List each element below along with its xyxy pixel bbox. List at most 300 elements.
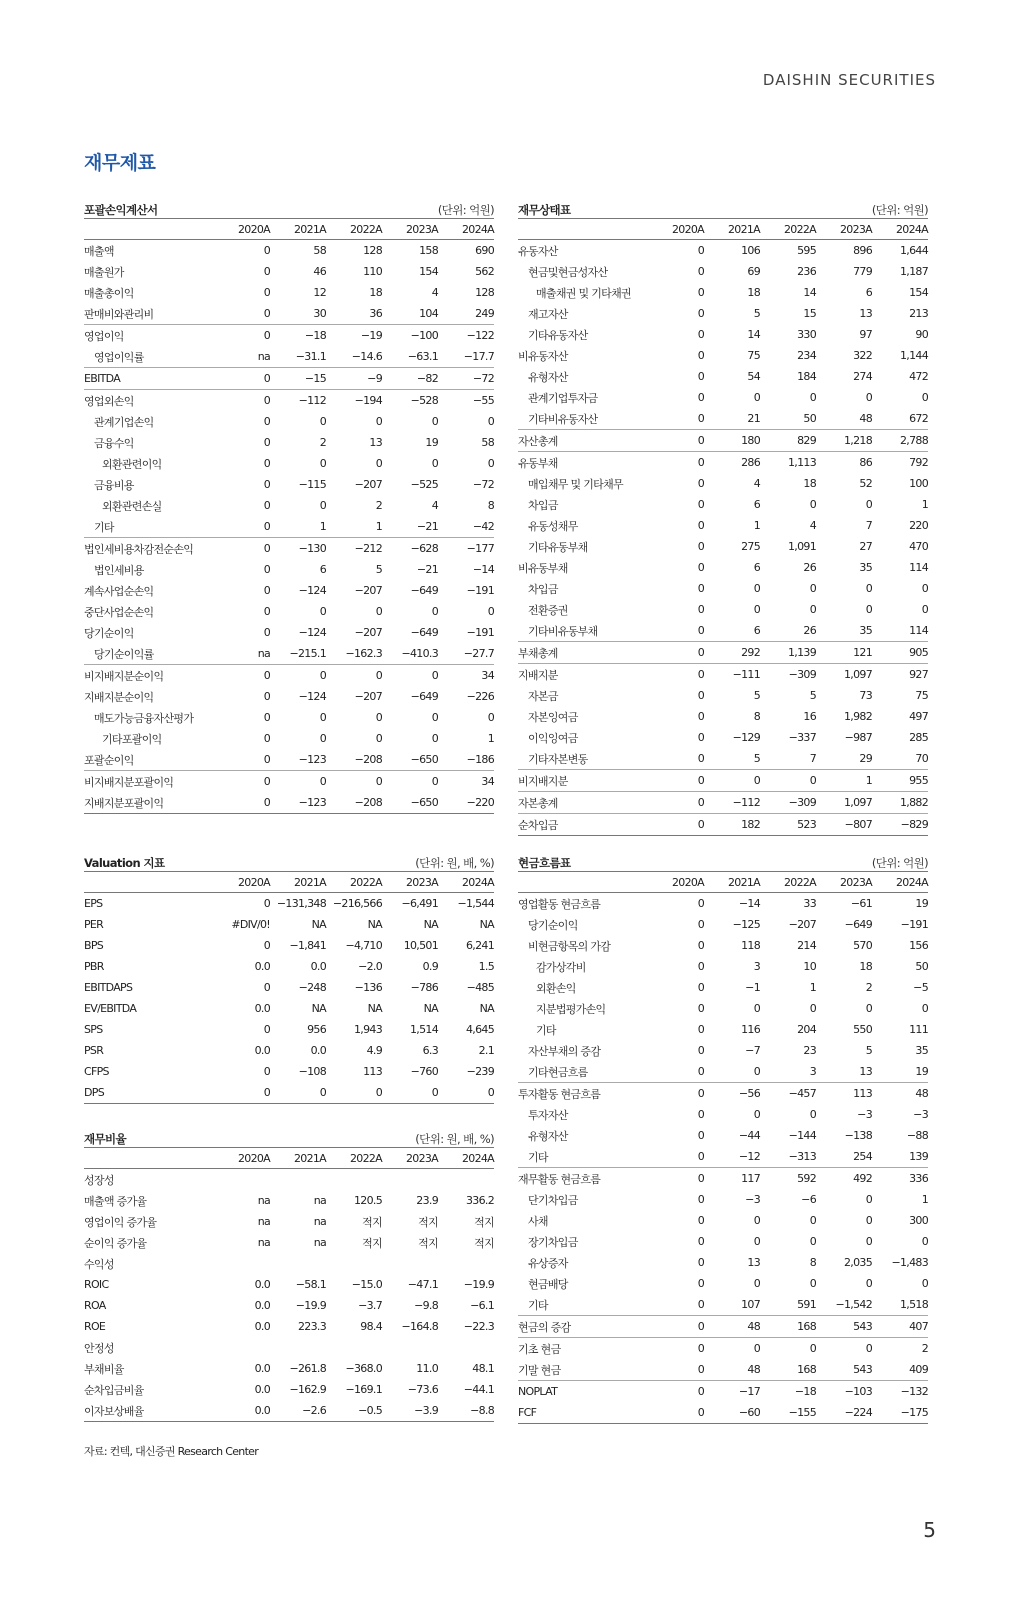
table-row (518, 914, 928, 935)
table-row (518, 261, 928, 282)
page-title: 재무제표 (84, 152, 156, 174)
cell-value: 1 (375, 520, 382, 533)
row-label: 매출총이익 (84, 286, 134, 300)
cell-value: 0 (263, 286, 270, 299)
cell-value: −261.8 (289, 1362, 326, 1375)
row-label: 부채총계 (518, 646, 558, 660)
table-row (84, 1061, 494, 1082)
row-label: NOPLAT (518, 1385, 558, 1398)
year-header: 2022A (783, 875, 816, 889)
cell-value: 0 (921, 603, 928, 616)
cell-value: 336.2 (466, 1194, 494, 1207)
cell-value: 1 (487, 732, 494, 745)
row-label: EBITDAPS (84, 981, 133, 994)
cell-value: na (257, 647, 270, 660)
cell-value: 0 (697, 265, 704, 278)
cell-value: −162.9 (289, 1383, 326, 1396)
cell-value: 154 (419, 265, 438, 278)
cell-value: 118 (741, 939, 760, 952)
table-row (518, 451, 928, 473)
cell-value: −368.0 (345, 1362, 382, 1375)
cell-value: 4.9 (366, 1044, 382, 1057)
cell-value: 0 (697, 370, 704, 383)
cell-value: 0 (697, 1385, 704, 1398)
cell-value: −175 (900, 1406, 928, 1419)
cell-value: 0 (697, 1087, 704, 1100)
row-label: 자본잉여금 (528, 710, 578, 724)
cell-value: −123 (298, 796, 326, 809)
cell-value: 0 (697, 1214, 704, 1227)
cell-value: 48 (747, 1320, 760, 1333)
row-label: ROIC (84, 1278, 109, 1291)
cell-value: −650 (410, 753, 438, 766)
cell-value: −6,491 (401, 897, 438, 910)
cell-value: 0 (809, 1002, 816, 1015)
cell-value: −649 (410, 584, 438, 597)
cell-value: 927 (909, 668, 928, 681)
row-label: 유동자산 (518, 244, 558, 258)
table-row (518, 1252, 928, 1273)
cell-value: 0 (487, 711, 494, 724)
cell-value: 0 (319, 775, 326, 788)
cell-value: 497 (909, 710, 928, 723)
row-label: 관계기업투자금 (528, 391, 598, 405)
cell-value: 0 (865, 498, 872, 511)
row-label: FCF (518, 1406, 537, 1419)
row-label: 기타 (528, 1298, 548, 1312)
row-label: 기초 현금 (518, 1342, 561, 1356)
cell-value: 128 (363, 244, 382, 257)
year-header: 2023A (839, 875, 872, 889)
cell-value: 0 (753, 1065, 760, 1078)
cell-value: 1,187 (900, 265, 928, 278)
row-label: 기타자본변동 (528, 752, 588, 766)
cell-value: 0 (263, 372, 270, 385)
cell-value: 2,788 (900, 434, 928, 447)
cell-value: 156 (909, 939, 928, 952)
cell-value: 0 (697, 1298, 704, 1311)
cell-value: −9 (367, 372, 382, 385)
table-row (84, 389, 494, 411)
cell-value: 570 (853, 939, 872, 952)
cell-value: 1,139 (788, 646, 816, 659)
cell-value: 0 (697, 244, 704, 257)
cell-value: 1,943 (354, 1023, 382, 1036)
cell-value: 27 (859, 540, 872, 553)
cell-value: 4 (753, 477, 760, 490)
cell-value: 0.0 (310, 960, 326, 973)
cell-value: NA (479, 918, 494, 931)
row-label: 자산부채의 증감 (528, 1044, 601, 1058)
cell-value: −8.8 (470, 1404, 494, 1417)
row-label: 기타비유동자산 (528, 412, 598, 426)
cell-value: 154 (909, 286, 928, 299)
year-header: 2022A (349, 875, 382, 889)
cell-value: na (257, 1215, 270, 1228)
cell-value: 0 (921, 582, 928, 595)
cell-value: 1,218 (844, 434, 872, 447)
year-header: 2021A (293, 1151, 326, 1165)
cell-value: 18 (803, 477, 816, 490)
cell-value: 0.0 (254, 1299, 270, 1312)
table-row (518, 1273, 928, 1294)
cell-value: 6 (753, 624, 760, 637)
row-label: 당기순이익 (528, 918, 578, 932)
cell-value: −72 (472, 372, 494, 385)
cell-value: 114 (909, 624, 928, 637)
cell-value: NA (367, 918, 382, 931)
year-header: 2024A (461, 222, 494, 236)
cell-value: 4,645 (466, 1023, 494, 1036)
row-label: 비유동부채 (518, 561, 568, 575)
cell-value: 0 (809, 774, 816, 787)
cell-value: 0 (697, 1235, 704, 1248)
table-header (84, 872, 494, 893)
cell-value: −124 (298, 690, 326, 703)
cell-value: 120.5 (354, 1194, 382, 1207)
table-row (84, 516, 494, 537)
cell-value: −155 (788, 1406, 816, 1419)
cell-value: 543 (853, 1363, 872, 1376)
table-title: Valuation 지표 (84, 856, 165, 870)
table-row (84, 324, 494, 346)
cell-value: 104 (419, 307, 438, 320)
cell-value: −6 (801, 1193, 816, 1206)
cell-value: 0 (697, 1023, 704, 1036)
cell-value: 254 (853, 1150, 872, 1163)
cell-value: 2,035 (844, 1256, 872, 1269)
table-row (518, 1315, 928, 1337)
cell-value: 322 (853, 349, 872, 362)
year-header: 2024A (461, 875, 494, 889)
row-label: 투자자산 (528, 1108, 568, 1122)
table-row (84, 664, 494, 686)
row-label: 단기차입금 (528, 1193, 578, 1207)
year-header: 2023A (405, 1151, 438, 1165)
cell-value: 26 (803, 624, 816, 637)
table-row (518, 1189, 928, 1210)
cell-value: 0 (697, 307, 704, 320)
cell-value: −220 (466, 796, 494, 809)
cell-value: 0 (697, 540, 704, 553)
cell-value: 236 (797, 265, 816, 278)
row-label: 부채비율 (84, 1362, 124, 1376)
cell-value: −191 (900, 918, 928, 931)
cell-value: 1.5 (478, 960, 494, 973)
cell-value: 0 (865, 1214, 872, 1227)
cell-value: 0 (697, 646, 704, 659)
cell-value: −649 (844, 918, 872, 931)
cell-value: 5 (865, 1044, 872, 1057)
table-row (84, 367, 494, 389)
table-row (84, 643, 494, 664)
table-row (518, 998, 928, 1019)
cell-value: −207 (354, 690, 382, 703)
cell-value: 적지 (474, 1215, 494, 1229)
table-unit: (단위: 원, 배, %) (415, 1132, 494, 1146)
year-header: 2021A (293, 222, 326, 236)
table-row (518, 748, 928, 769)
cell-value: −9.8 (414, 1299, 438, 1312)
row-label: 매입채무 및 기타채무 (528, 477, 623, 491)
row-label: ROE (84, 1320, 106, 1333)
cell-value: 0 (697, 774, 704, 787)
cell-value: −1,841 (289, 939, 326, 952)
row-label: 법인세비용 (94, 563, 144, 577)
balance-sheet-table (518, 196, 928, 836)
cell-value: 0 (697, 1193, 704, 1206)
cell-value: 0 (697, 1320, 704, 1333)
cell-value: −47.1 (407, 1278, 438, 1291)
cell-value: 523 (797, 818, 816, 831)
table-row (84, 1232, 494, 1253)
cell-value: −239 (466, 1065, 494, 1078)
row-label: EV/EBITDA (84, 1002, 137, 1015)
cell-value: −138 (844, 1129, 872, 1142)
cell-value: 0 (697, 796, 704, 809)
cell-value: 50 (915, 960, 928, 973)
table-header (84, 219, 494, 240)
cell-value: 0 (375, 732, 382, 745)
cell-value: 0 (319, 669, 326, 682)
cell-value: na (257, 1194, 270, 1207)
cell-value: 249 (475, 307, 494, 320)
cell-value: 73 (859, 689, 872, 702)
cell-value: 16 (803, 710, 816, 723)
cell-value: 1,097 (844, 796, 872, 809)
cell-value: −649 (410, 690, 438, 703)
row-label: 차입금 (528, 498, 558, 512)
row-label: 성장성 (84, 1173, 114, 1187)
cell-value: NA (311, 1002, 326, 1015)
cell-value: 0 (263, 457, 270, 470)
cell-value: 98.4 (360, 1320, 382, 1333)
cell-value: 0.0 (254, 1404, 270, 1417)
row-label: 안정성 (84, 1341, 114, 1355)
cell-value: 0 (697, 498, 704, 511)
cell-value: 0 (319, 415, 326, 428)
table-row (84, 893, 494, 914)
row-label: 영업외손익 (84, 394, 134, 408)
row-label: 금융비용 (94, 478, 134, 492)
cell-value: 5 (809, 689, 816, 702)
table-row (518, 473, 928, 494)
cell-value: 591 (797, 1298, 816, 1311)
cell-value: 0 (697, 456, 704, 469)
cell-value: 19 (425, 436, 438, 449)
table-header (518, 872, 928, 893)
cell-value: 0 (375, 1086, 382, 1099)
cell-value: 0 (697, 1150, 704, 1163)
cell-value: −56 (738, 1087, 760, 1100)
cell-value: −14.6 (351, 350, 382, 363)
cell-value: 0 (753, 774, 760, 787)
row-label: 기타유동자산 (528, 328, 588, 342)
cell-value: NA (311, 918, 326, 931)
cell-value: −1,483 (891, 1256, 928, 1269)
table-row (518, 557, 928, 578)
row-label: CFPS (84, 1065, 109, 1078)
row-label: SPS (84, 1023, 103, 1036)
cell-value: −4,710 (345, 939, 382, 952)
table-row (84, 1274, 494, 1295)
table-row (518, 663, 928, 685)
cell-value: −14 (738, 897, 760, 910)
cell-value: −829 (900, 818, 928, 831)
cell-value: 214 (797, 939, 816, 952)
cell-value: −177 (466, 542, 494, 555)
year-header: 2023A (405, 222, 438, 236)
cell-value: 0 (319, 457, 326, 470)
cell-value: 75 (915, 689, 928, 702)
cell-value: 0 (753, 1235, 760, 1248)
cell-value: −337 (788, 731, 816, 744)
cell-value: −15.0 (351, 1278, 382, 1291)
row-label: 투자활동 현금흐름 (518, 1087, 601, 1101)
cell-value: 0 (263, 520, 270, 533)
cell-value: 0 (809, 498, 816, 511)
cell-value: 180 (741, 434, 760, 447)
cell-value: 5 (753, 752, 760, 765)
cell-value: 113 (363, 1065, 382, 1078)
cell-value: −208 (354, 753, 382, 766)
cell-value: 1,097 (844, 668, 872, 681)
cell-value: 1,882 (900, 796, 928, 809)
cell-value: −3.9 (414, 1404, 438, 1417)
cell-value: 6.3 (422, 1044, 438, 1057)
cell-value: −186 (466, 753, 494, 766)
cell-value: −21 (416, 520, 438, 533)
cell-value: 0 (431, 732, 438, 745)
cell-value: 0 (263, 1023, 270, 1036)
table-body (518, 893, 928, 1424)
table-row (84, 303, 494, 324)
cell-value: −60 (738, 1406, 760, 1419)
row-label: 기말 현금 (518, 1363, 561, 1377)
cell-value: 33 (803, 897, 816, 910)
cell-value: 956 (307, 1023, 326, 1036)
cell-value: 0 (753, 391, 760, 404)
cell-value: 905 (909, 646, 928, 659)
row-label: 외환관련손실 (102, 499, 162, 513)
table-header (518, 219, 928, 240)
table-row (84, 474, 494, 495)
cell-value: 0 (697, 582, 704, 595)
cell-value: 36 (369, 307, 382, 320)
table-row (518, 366, 928, 387)
cell-value: 672 (909, 412, 928, 425)
row-label: 장기차입금 (528, 1235, 578, 1249)
row-label: 중단사업순손익 (84, 605, 154, 619)
cell-value: 0 (263, 244, 270, 257)
table-title: 재무상태표 (518, 203, 571, 217)
table-row (518, 1125, 928, 1146)
row-label: 기타유동부채 (528, 540, 588, 554)
cell-value: 0 (263, 981, 270, 994)
cell-value: 1,644 (900, 244, 928, 257)
cell-value: −1,542 (835, 1298, 872, 1311)
cell-value: 128 (475, 286, 494, 299)
cell-value: −212 (354, 542, 382, 555)
cell-value: −115 (298, 478, 326, 491)
table-row (518, 1294, 928, 1315)
table-row (84, 749, 494, 770)
cell-value: 0 (375, 605, 382, 618)
table-body (84, 240, 494, 814)
table-row (518, 578, 928, 599)
cell-value: 0 (753, 582, 760, 595)
cell-value: 0 (263, 939, 270, 952)
cell-value: −17.7 (463, 350, 494, 363)
cell-value: 6 (753, 561, 760, 574)
row-label: 재무활동 현금흐름 (518, 1172, 601, 1186)
cell-value: 0 (697, 412, 704, 425)
cell-value: −191 (466, 626, 494, 639)
table-row (84, 411, 494, 432)
cell-value: 0 (697, 752, 704, 765)
source-note: 자료: 컨텍, 대신증권 Research Center (84, 1445, 259, 1458)
row-label: 비지배지분 (518, 774, 568, 788)
cell-value: −224 (844, 1406, 872, 1419)
cell-value: 2.1 (478, 1044, 494, 1057)
year-header: 2021A (293, 875, 326, 889)
cell-value: 0 (263, 563, 270, 576)
table-title: 재무비율 (84, 1132, 127, 1146)
table-row (518, 1146, 928, 1167)
cell-value: 100 (909, 477, 928, 490)
table-row (518, 706, 928, 727)
table-row (518, 1167, 928, 1189)
row-label: 자산총계 (518, 434, 558, 448)
row-label: 매출원가 (84, 265, 124, 279)
cell-value: 0 (263, 1065, 270, 1078)
table-row (84, 728, 494, 749)
cell-value: 97 (859, 328, 872, 341)
cell-value: 1,091 (788, 540, 816, 553)
cell-value: −130 (298, 542, 326, 555)
table-title: 현금흐름표 (518, 856, 571, 870)
table-row (518, 429, 928, 451)
table-row (84, 935, 494, 956)
cell-value: 0 (865, 391, 872, 404)
cell-value: 적지 (418, 1236, 438, 1250)
cell-value: 0 (697, 1044, 704, 1057)
cell-value: 110 (363, 265, 382, 278)
cell-value: 0 (697, 710, 704, 723)
cell-value: −42 (472, 520, 494, 533)
cell-value: 0 (319, 732, 326, 745)
cell-value: 8 (487, 499, 494, 512)
row-label: PBR (84, 960, 104, 973)
row-label: 법인세비용차감전순손익 (84, 542, 194, 556)
cell-value: −125 (732, 918, 760, 931)
cell-value: 6 (753, 498, 760, 511)
cell-value: 1,982 (844, 710, 872, 723)
cell-value: −14 (472, 563, 494, 576)
row-label: 자본총계 (518, 796, 558, 810)
cell-value: 0 (865, 1002, 872, 1015)
cell-value: 0.0 (254, 960, 270, 973)
table-row (84, 1253, 494, 1274)
row-label: 현금배당 (528, 1277, 568, 1291)
table-row (84, 261, 494, 282)
cell-value: 1,518 (900, 1298, 928, 1311)
cell-value: 0 (753, 603, 760, 616)
table-row (84, 707, 494, 728)
cell-value: 5 (375, 563, 382, 576)
cell-value: 0 (263, 542, 270, 555)
cell-value: 적지 (418, 1215, 438, 1229)
